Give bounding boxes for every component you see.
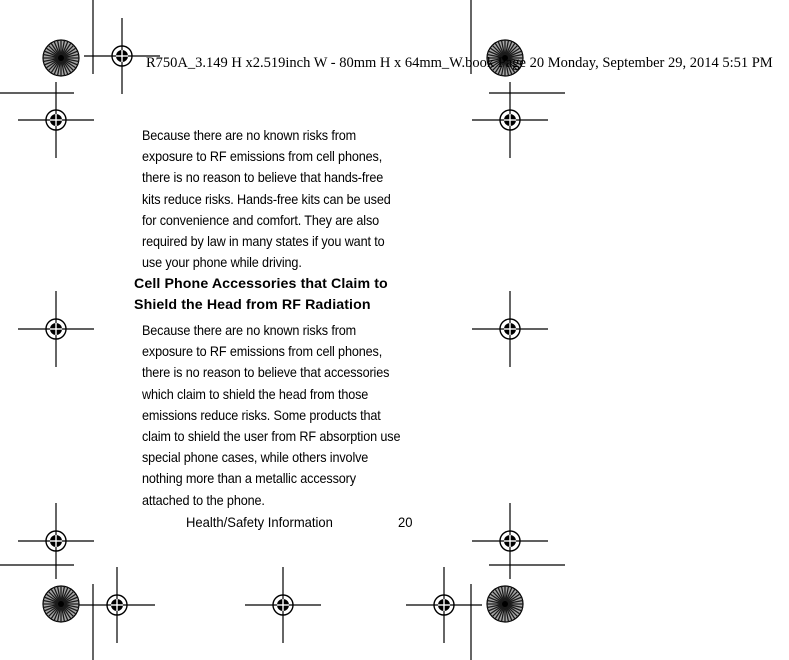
star-target-top-left-icon: [43, 40, 79, 76]
registration-mark-right-lower: [472, 503, 548, 579]
body-paragraph-hands-free: Because there are no known risks from exposure to RF emissions from cell phones, there is no reason to believe that hands-free kits reduce risks. Hands-free kits can be used for convenience and comfort. They are also required by law in many states if you want to use your phone while driving.: [142, 128, 391, 271]
print-slug-header: R750A_3.149 H x2.519inch W - 80mm H x 64mm_W.book Page 20 Monday, September 29, 2014 5:51 PM: [146, 55, 773, 71]
footer-section-title: Health/Safety Information: [186, 514, 333, 530]
registration-mark-bottom-center: [245, 567, 321, 643]
registration-mark-left-lower: [18, 503, 94, 579]
registration-mark-right-middle: [472, 291, 548, 367]
star-target-bottom-right-icon: [487, 586, 523, 622]
registration-mark-bottom-left: [79, 567, 155, 643]
body-paragraph-shield-accessories: Because there are no known risks from exposure to RF emissions from cell phones, there is no reason to believe that accessories which claim to shield the head from those emissions reduce risks. Some products that claim to shield the user from RF absorption use special phone cases, while others involve nothing more than a metallic accessory attached to the phone.: [142, 323, 401, 508]
registration-mark-left-middle: [18, 291, 94, 367]
star-target-bottom-left-icon: [43, 586, 79, 622]
footer-page-number: 20: [398, 514, 413, 530]
section-heading: Cell Phone Accessories that Claim to Shield the Head from RF Radiation: [134, 276, 388, 313]
